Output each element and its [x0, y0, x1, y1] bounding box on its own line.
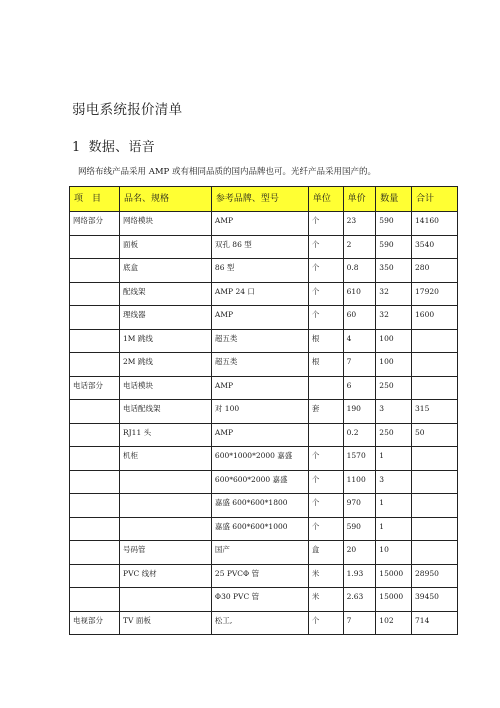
header-category: 项 目 [70, 187, 120, 212]
cell-quantity: 10 [376, 541, 412, 565]
cell-quantity: 250 [376, 376, 412, 400]
cell-total: 3540 [412, 235, 458, 259]
table-row [70, 235, 458, 259]
cell-unit: 个 [308, 306, 343, 330]
cell-item-name: PVC 线材 [120, 564, 212, 588]
header-row [70, 187, 458, 212]
table-body [70, 212, 458, 635]
cell-brand-model: 嘉盛 600*600*1000 [211, 517, 308, 541]
cell-total [412, 541, 458, 565]
cell-unit: 个 [308, 282, 343, 306]
cell-unit: 个 [308, 212, 343, 236]
cell-unit: 个 [308, 235, 343, 259]
cell-unit-price: 23 [343, 212, 376, 236]
cell-unit: 盒 [308, 541, 343, 565]
cell-quantity: 1 [376, 494, 412, 518]
cell-item-name: 底盒 [120, 259, 212, 283]
cell-unit-price: 6 [343, 376, 376, 400]
cell-unit-price: 2 [343, 235, 376, 259]
cell-total [412, 353, 458, 377]
table-row [70, 353, 458, 377]
cell-total: 17920 [412, 282, 458, 306]
cell-item-name [120, 470, 212, 494]
cell-item-name: 2M 跳线 [120, 353, 212, 377]
cell-category [70, 400, 120, 424]
cell-item-name: 配线架 [120, 282, 212, 306]
cell-unit-price: 7 [343, 611, 376, 635]
section-heading [72, 136, 155, 155]
section-title: 数据、语音 [88, 140, 156, 155]
cell-quantity: 350 [376, 259, 412, 283]
cell-brand-model: 松工, [211, 611, 308, 635]
cell-category [70, 259, 120, 283]
table-row [70, 470, 458, 494]
cell-unit: 个 [308, 494, 343, 518]
table-row [70, 400, 458, 424]
table-row [70, 494, 458, 518]
cell-unit-price: 2.63 [343, 588, 376, 612]
cell-brand-model: 对 100 [211, 400, 308, 424]
cell-item-name: 号码管 [120, 541, 212, 565]
table-row [70, 212, 458, 236]
cell-category [70, 235, 120, 259]
cell-unit-price: 970 [343, 494, 376, 518]
cell-unit [308, 423, 343, 447]
cell-item-name [120, 517, 212, 541]
document-title: 弱电系统报价清单 [72, 102, 183, 118]
table-row [70, 541, 458, 565]
header-unit: 单位 [308, 187, 343, 212]
cell-unit-price: 20 [343, 541, 376, 565]
cell-item-name: 机柜 [120, 447, 212, 471]
cell-brand-model: 嘉盛 600*600*1800 [211, 494, 308, 518]
cell-item-name: 电话配线架 [120, 400, 212, 424]
table-row [70, 588, 458, 612]
cell-brand-model: 600*1000*2000 嘉盛 [211, 447, 308, 471]
cell-brand-model: 超五类 [211, 329, 308, 353]
cell-brand-model: 25 PVCΦ 管 [211, 564, 308, 588]
cell-item-name: RJ11 头 [120, 423, 212, 447]
cell-unit-price: 190 [343, 400, 376, 424]
cell-unit-price: 1570 [343, 447, 376, 471]
cell-item-name: 电话模块 [120, 376, 212, 400]
cell-quantity: 32 [376, 282, 412, 306]
cell-unit: 个 [308, 470, 343, 494]
table-row [70, 376, 458, 400]
cell-quantity: 1 [376, 447, 412, 471]
cell-category [70, 353, 120, 377]
cell-unit-price: 60 [343, 306, 376, 330]
cell-unit-price: 7 [343, 353, 376, 377]
cell-quantity: 590 [376, 212, 412, 236]
cell-category [70, 494, 120, 518]
cell-unit: 根 [308, 329, 343, 353]
cell-item-name: 面板 [120, 235, 212, 259]
table-row [70, 306, 458, 330]
cell-brand-model: AMP [211, 212, 308, 236]
cell-unit: 个 [308, 447, 343, 471]
cell-brand-model: AMP [211, 306, 308, 330]
cell-quantity: 1 [376, 517, 412, 541]
cell-item-name: 理线器 [120, 306, 212, 330]
cell-quantity: 100 [376, 353, 412, 377]
cell-total: 50 [412, 423, 458, 447]
header-item-name: 品名、规格 [120, 187, 212, 212]
cell-quantity: 102 [376, 611, 412, 635]
cell-unit-price: 4 [343, 329, 376, 353]
cell-category: 电视部分 [70, 611, 120, 635]
cell-total [412, 376, 458, 400]
table-row [70, 611, 458, 635]
cell-total [412, 494, 458, 518]
cell-total: 280 [412, 259, 458, 283]
table-header [70, 187, 458, 212]
cell-quantity: 3 [376, 470, 412, 494]
cell-category [70, 282, 120, 306]
cell-brand-model: AMP 24 口 [211, 282, 308, 306]
cell-total: 714 [412, 611, 458, 635]
cell-unit-price: 1.93 [343, 564, 376, 588]
table-row [70, 259, 458, 283]
cell-category [70, 517, 120, 541]
cell-total: 14160 [412, 212, 458, 236]
cell-unit: 根 [308, 353, 343, 377]
cell-item-name [120, 494, 212, 518]
cell-brand-model: AMP [211, 376, 308, 400]
cell-brand-model: 600*600*2000 嘉盛 [211, 470, 308, 494]
cell-total: 28950 [412, 564, 458, 588]
header-quantity: 数量 [376, 187, 412, 212]
procurement-note: 网络布线产品采用 AMP 或有相同品质的国内品牌也可。光纤产品采用国产的。 [78, 167, 376, 177]
table-row [70, 423, 458, 447]
cell-category [70, 541, 120, 565]
cell-total [412, 329, 458, 353]
cell-total [412, 470, 458, 494]
cell-category [70, 588, 120, 612]
cell-brand-model: AMP [211, 423, 308, 447]
cell-brand-model: 超五类 [211, 353, 308, 377]
cell-item-name: 网络模块 [120, 212, 212, 236]
cell-unit-price: 0.8 [343, 259, 376, 283]
cell-total [412, 517, 458, 541]
cell-unit-price: 610 [343, 282, 376, 306]
table-row [70, 282, 458, 306]
table-row [70, 329, 458, 353]
cell-total: 39450 [412, 588, 458, 612]
cell-unit-price: 1100 [343, 470, 376, 494]
cell-category [70, 423, 120, 447]
cell-unit: 个 [308, 259, 343, 283]
cell-category: 电话部分 [70, 376, 120, 400]
cell-brand-model: 86 型 [211, 259, 308, 283]
cell-total: 315 [412, 400, 458, 424]
cell-category [70, 564, 120, 588]
cell-category [70, 447, 120, 471]
cell-unit: 米 [308, 564, 343, 588]
cell-quantity: 100 [376, 329, 412, 353]
cell-unit: 个 [308, 611, 343, 635]
cell-total: 1600 [412, 306, 458, 330]
cell-brand-model: Φ30 PVC 管 [211, 588, 308, 612]
cell-unit: 个 [308, 517, 343, 541]
cell-category [70, 329, 120, 353]
header-brand-model: 参考品牌、型号 [211, 187, 308, 212]
cell-item-name: TV 面板 [120, 611, 212, 635]
cell-unit-price: 590 [343, 517, 376, 541]
cell-brand-model: 国产 [211, 541, 308, 565]
table-row [70, 447, 458, 471]
cell-quantity: 15000 [376, 564, 412, 588]
section-number: 1 [72, 140, 81, 155]
cell-item-name [120, 588, 212, 612]
cell-quantity: 15000 [376, 588, 412, 612]
cell-unit [308, 376, 343, 400]
cell-quantity: 32 [376, 306, 412, 330]
header-unit-price: 单价 [343, 187, 376, 212]
cell-brand-model: 双孔 86 型 [211, 235, 308, 259]
cell-total [412, 447, 458, 471]
cell-unit: 套 [308, 400, 343, 424]
header-total: 合计 [412, 187, 458, 212]
cell-category [70, 470, 120, 494]
cell-unit-price: 0.2 [343, 423, 376, 447]
quotation-table [69, 186, 458, 635]
cell-quantity: 590 [376, 235, 412, 259]
cell-unit: 米 [308, 588, 343, 612]
cell-item-name: 1M 跳线 [120, 329, 212, 353]
table-row [70, 517, 458, 541]
cell-quantity: 250 [376, 423, 412, 447]
cell-category: 网络部分 [70, 212, 120, 236]
cell-category [70, 306, 120, 330]
table-row [70, 564, 458, 588]
cell-quantity: 3 [376, 400, 412, 424]
